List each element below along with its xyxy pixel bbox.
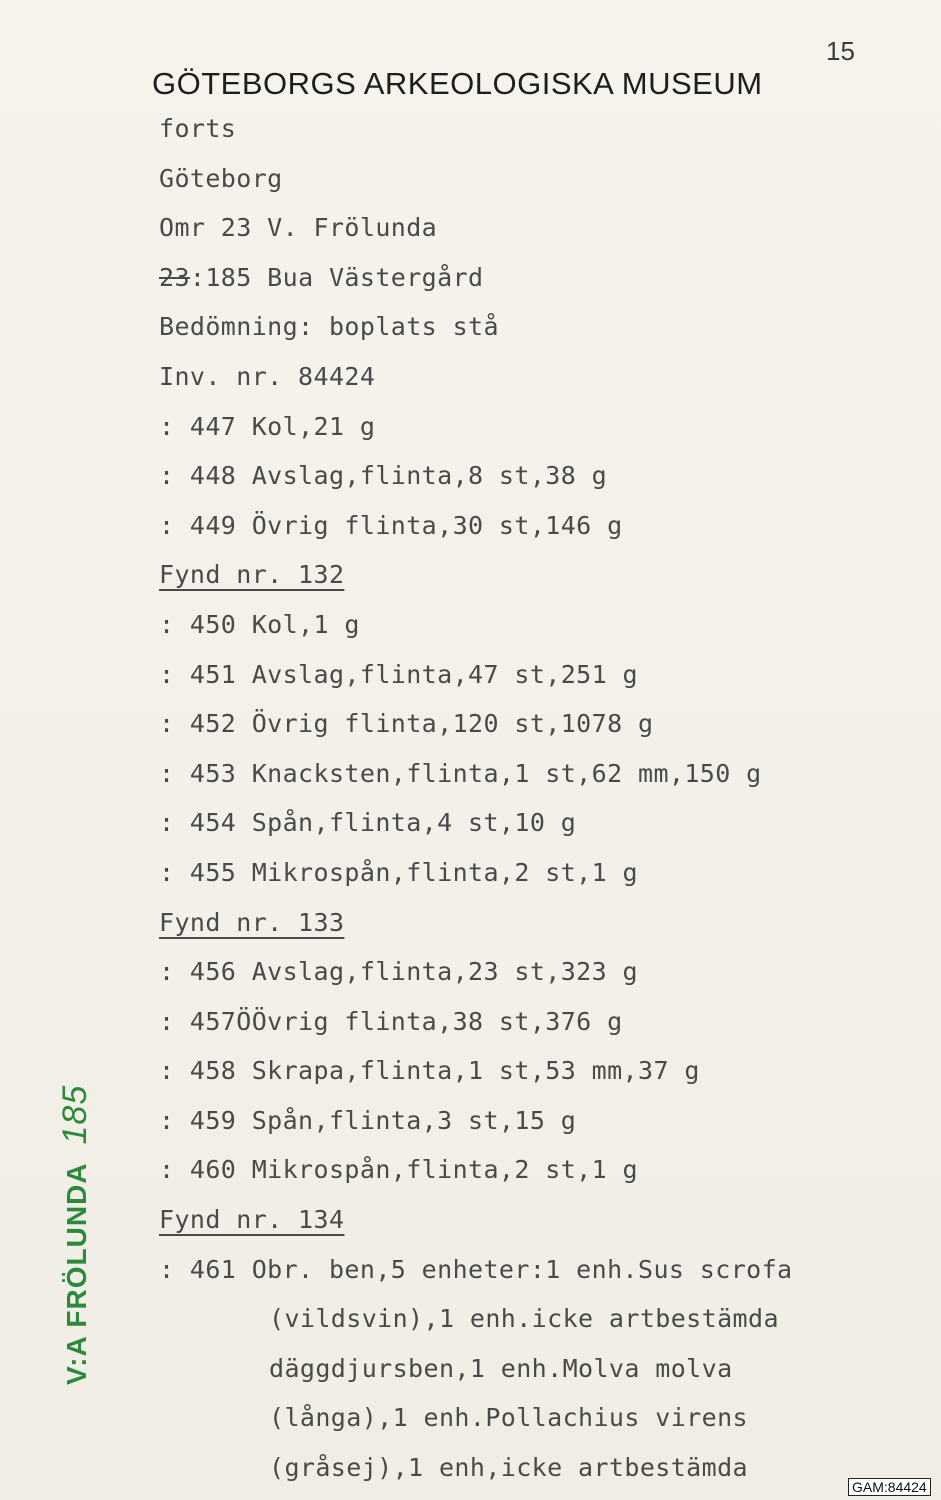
card-line: : 458 Skrapa,flinta,1 st,53 mm,37 g bbox=[159, 1056, 700, 1086]
card-line: Bedömning: boplats stå bbox=[159, 312, 499, 342]
card-line: : 447 Kol,21 g bbox=[159, 411, 376, 441]
museum-header: GÖTEBORGS ARKEOLOGISKA MUSEUM bbox=[152, 66, 763, 101]
card-line: Omr 23 V. Frölunda bbox=[159, 213, 438, 243]
card-line: : 452 Övrig flinta,120 st,1078 g bbox=[159, 709, 654, 739]
card-line: : 456 Avslag,flinta,23 st,323 g bbox=[159, 957, 638, 987]
card-line: Göteborg bbox=[159, 163, 283, 193]
card-line: : 450 Kol,1 g bbox=[159, 609, 360, 639]
card-line: Inv. nr. 84424 bbox=[159, 361, 376, 391]
card-line: : 449 Övrig flinta,30 st,146 g bbox=[159, 510, 623, 540]
fynd-heading bbox=[159, 898, 919, 948]
card-line bbox=[159, 253, 919, 303]
side-label-text: V:A FRÖLUNDA bbox=[61, 1162, 92, 1385]
side-label-number: 185 bbox=[56, 1084, 94, 1145]
card-line: forts bbox=[159, 114, 237, 143]
fynd-heading bbox=[159, 550, 919, 600]
card-line: : 448 Avslag,flinta,8 st,38 g bbox=[159, 461, 608, 491]
side-label bbox=[56, 1085, 95, 1385]
card-text-lines bbox=[159, 104, 919, 1493]
card-line: : 453 Knacksten,flinta,1 st,62 mm,150 g bbox=[159, 758, 762, 788]
card-line: : 461 Obr. ben,5 enheter:1 enh.Sus scrofa bbox=[159, 1254, 793, 1284]
heading-text: Fynd nr. 132 bbox=[159, 560, 345, 590]
heading-text: Fynd nr. 134 bbox=[159, 1205, 345, 1235]
card-line: : 451 Avslag,flinta,47 st,251 g bbox=[159, 659, 638, 689]
heading-text: Fynd nr. 133 bbox=[159, 907, 345, 937]
card-line: : 460 Mikrospån,flinta,2 st,1 g bbox=[159, 1155, 638, 1185]
struck-text: 23 bbox=[159, 262, 190, 292]
page-number: 15 bbox=[826, 36, 855, 66]
card-line: : 454 Spån,flinta,4 st,10 g bbox=[159, 808, 577, 838]
card-line: (gråsej),1 enh,icke artbestämda bbox=[269, 1453, 748, 1483]
card-line: (vildsvin),1 enh.icke artbestämda bbox=[269, 1304, 779, 1334]
card-line: : 457ÖÖvrig flinta,38 st,376 g bbox=[159, 1006, 623, 1036]
card-line: däggdjursben,1 enh.Molva molva bbox=[269, 1353, 733, 1383]
fynd-heading bbox=[159, 1195, 919, 1245]
line-text: :185 Bua Västergård bbox=[189, 262, 484, 292]
card-line: : 455 Mikrospån,flinta,2 st,1 g bbox=[159, 857, 638, 887]
archive-id: GAM:84424 bbox=[848, 1478, 931, 1496]
card-line: : 459 Spån,flinta,3 st,15 g bbox=[159, 1105, 577, 1135]
card-line: (långa),1 enh.Pollachius virens bbox=[269, 1403, 748, 1433]
